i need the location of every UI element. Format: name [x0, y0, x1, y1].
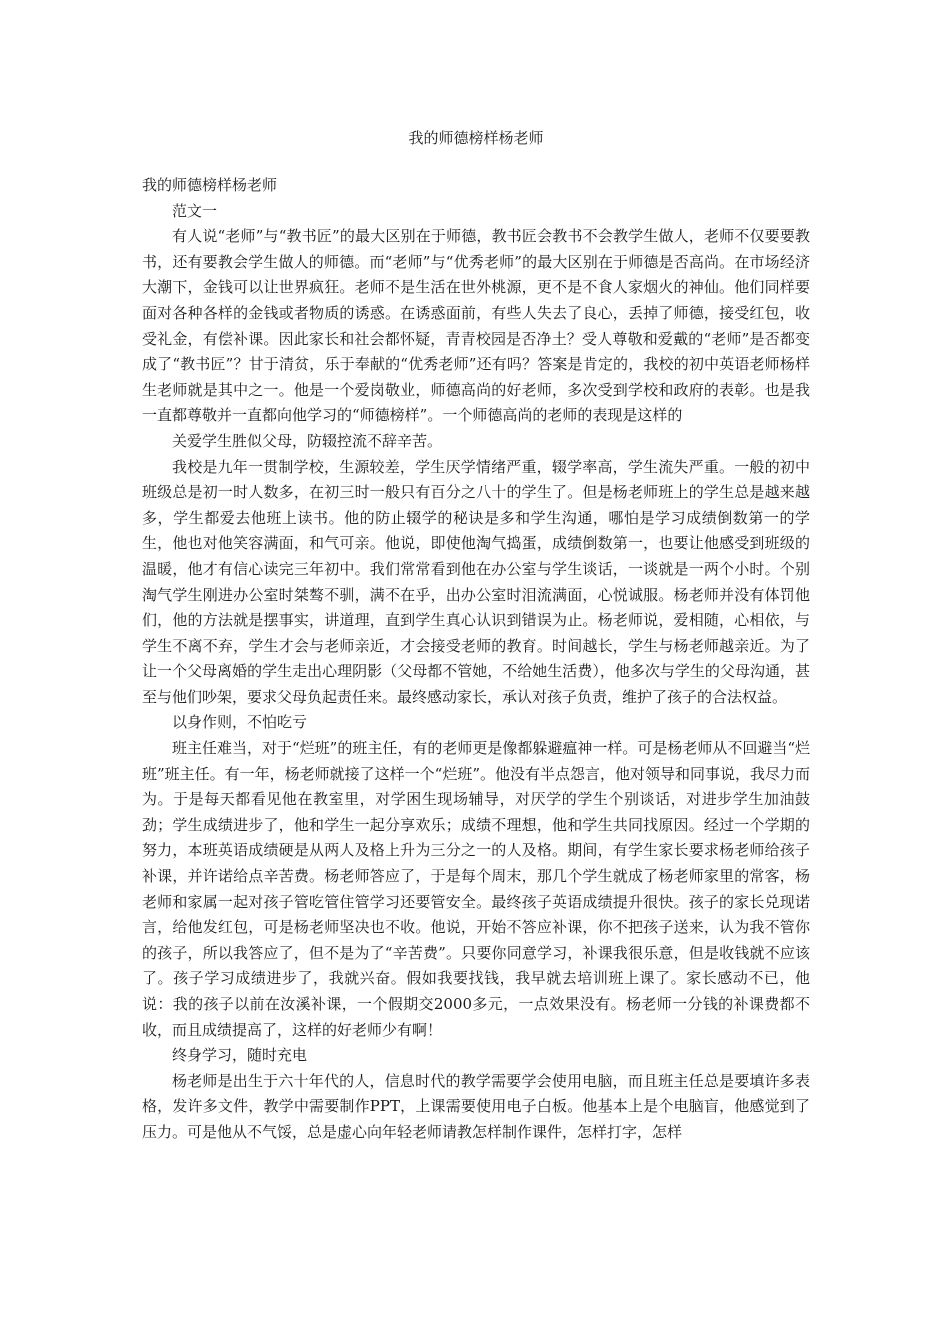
paragraph: 班主任难当，对于“烂班”的班主任，有的老师更是像都躲避瘟神一样。可是杨老师从不回避当“烂班”班主任。有一年，杨老师就接了这样一个“烂班”。他没有半点怨言，他对领导和同事说，我尽力而为。于是每天都看见他在教室里，对学困生现场辅导，对厌学的学生个别谈话，对进步学生加油鼓劲；学生成绩进步了，他和学生一起分享欢乐；成绩不理想，他和学生共同找原因。经过一个学期的努力，本班英语成绩硬是从两人及格上升为三分之一的人及格。期间，有学生家长要求杨老师给孩子补课，并许诺给点辛苦费。杨老师答应了，于是每个周末，那几个学生就成了杨老师家里的常客，杨老师和家属一起对孩子管吃管住管学习还要管安全。最终孩子英语成绩提升很快。孩子的家长兑现诺言，给他发红包，可是杨老师坚决也不收。他说，开始不答应补课，你不把孩子送来，认为我不管你的孩子，所以我答应了，但不是为了“辛苦费”。只要你同意学习，补课我很乐意，但是收钱就不应该了。孩子学习成绩进步了，我就兴奋。假如我要找钱，我早就去培训班上课了。家长感动不已，他说：我的孩子以前在汝溪补课，一个假期交2000多元，一点效果没有。杨老师一分钱的补课费都不收，而且成绩提高了，这样的好老师少有啊！ — [142, 739, 811, 1039]
section-heading: 以身作则，不怕吃亏 — [172, 713, 308, 732]
paragraph: 我校是九年一贯制学校，生源较差，学生厌学情绪严重，辍学率高，学生流失严重。一般的初中班级总是初一时人数多，在初三时一般只有百分之八十的学生了。但是杨老师班上的学生总是越来越多，学生都爱去他班上读书。他的防止辍学的秘诀是多和学生沟通，哪怕是学习成绩倒数第一的学生，他也对他笑容满面，和气可亲。他说，即使他淘气捣蛋，成绩倒数第一，也要让他感受到班级的温暖，他才有信心读完三年初中。我们常常看到他在办公室与学生谈话，一谈就是一两个小时。个别淘气学生刚进办公室时桀骜不驯，满不在乎，出办公室时泪流满面，心悦诚服。杨老师并没有体罚他们，他的方法就是摆事实，讲道理，直到学生真心认识到错误为止。杨老师说，爱相随，心相依，与学生不离不弃，学生才会与老师亲近，才会接受老师的教育。时间越长，学生与杨老师越亲近。为了让一个父母离婚的学生走出心理阴影（父母都不管她，不给她生活费），他多次与学生的父母沟通，甚至与他们吵架，要求父母负起责任来。最终感动家长，承认对孩子负责，维护了孩子的合法权益。 — [142, 457, 810, 706]
document-body — [142, 173, 810, 1146]
section-heading: 终身学习，随时充电 — [172, 1046, 308, 1065]
paragraph: 有人说“老师”与“教书匠”的最大区别在于师德，教书匠会教书不会教学生做人，老师不仅要要教书，还有要教会学生做人的师德。而“老师”与“优秀老师”的最大区别在于师德是否高尚。在市场经济大潮下，金钱可以让世界疯狂。老师不是生活在世外桃源，更不是不食人家烟火的神仙。他们同样要面对各种各样的金钱或者物质的诱惑。在诱惑面前，有些人失去了良心，丢掉了师德，接受红包，收受礼金，有偿补课。因此家长和社会都怀疑，青青校园是否净土？受人尊敬和爱戴的“老师”是否都变成了“教书匠”？甘于清贫，乐于奉献的“优秀老师”还有吗？答案是肯定的，我校的初中英语老师杨样生老师就是其中之一。他是一个爱岗敬业，师德高尚的好老师，多次受到学校和政府的表彰。也是我一直都尊敬并一直都向他学习的“师德榜样”。一个师德高尚的老师的表现是这样的 — [142, 227, 810, 425]
paragraph-heading: 我的师德榜样杨老师 — [142, 176, 278, 194]
document-title: 我的师德榜样杨老师 — [408, 129, 544, 147]
paragraph: 杨老师是出生于六十年代的人，信息时代的教学需要学会使用电脑，而且班主任总是要填许多表格，发许多文件，教学中需要制作PPT，上课需要使用电子白板。他基本上是个电脑盲，他感觉到了压力。可是他从不气馁，总是虚心向年轻老师请教怎样制作课件，怎样打字，怎样 — [142, 1071, 810, 1141]
paragraph-subheading: 范文一 — [172, 201, 218, 220]
section-heading: 关爱学生胜似父母，防辍控流不辞辛苦。 — [172, 431, 443, 450]
